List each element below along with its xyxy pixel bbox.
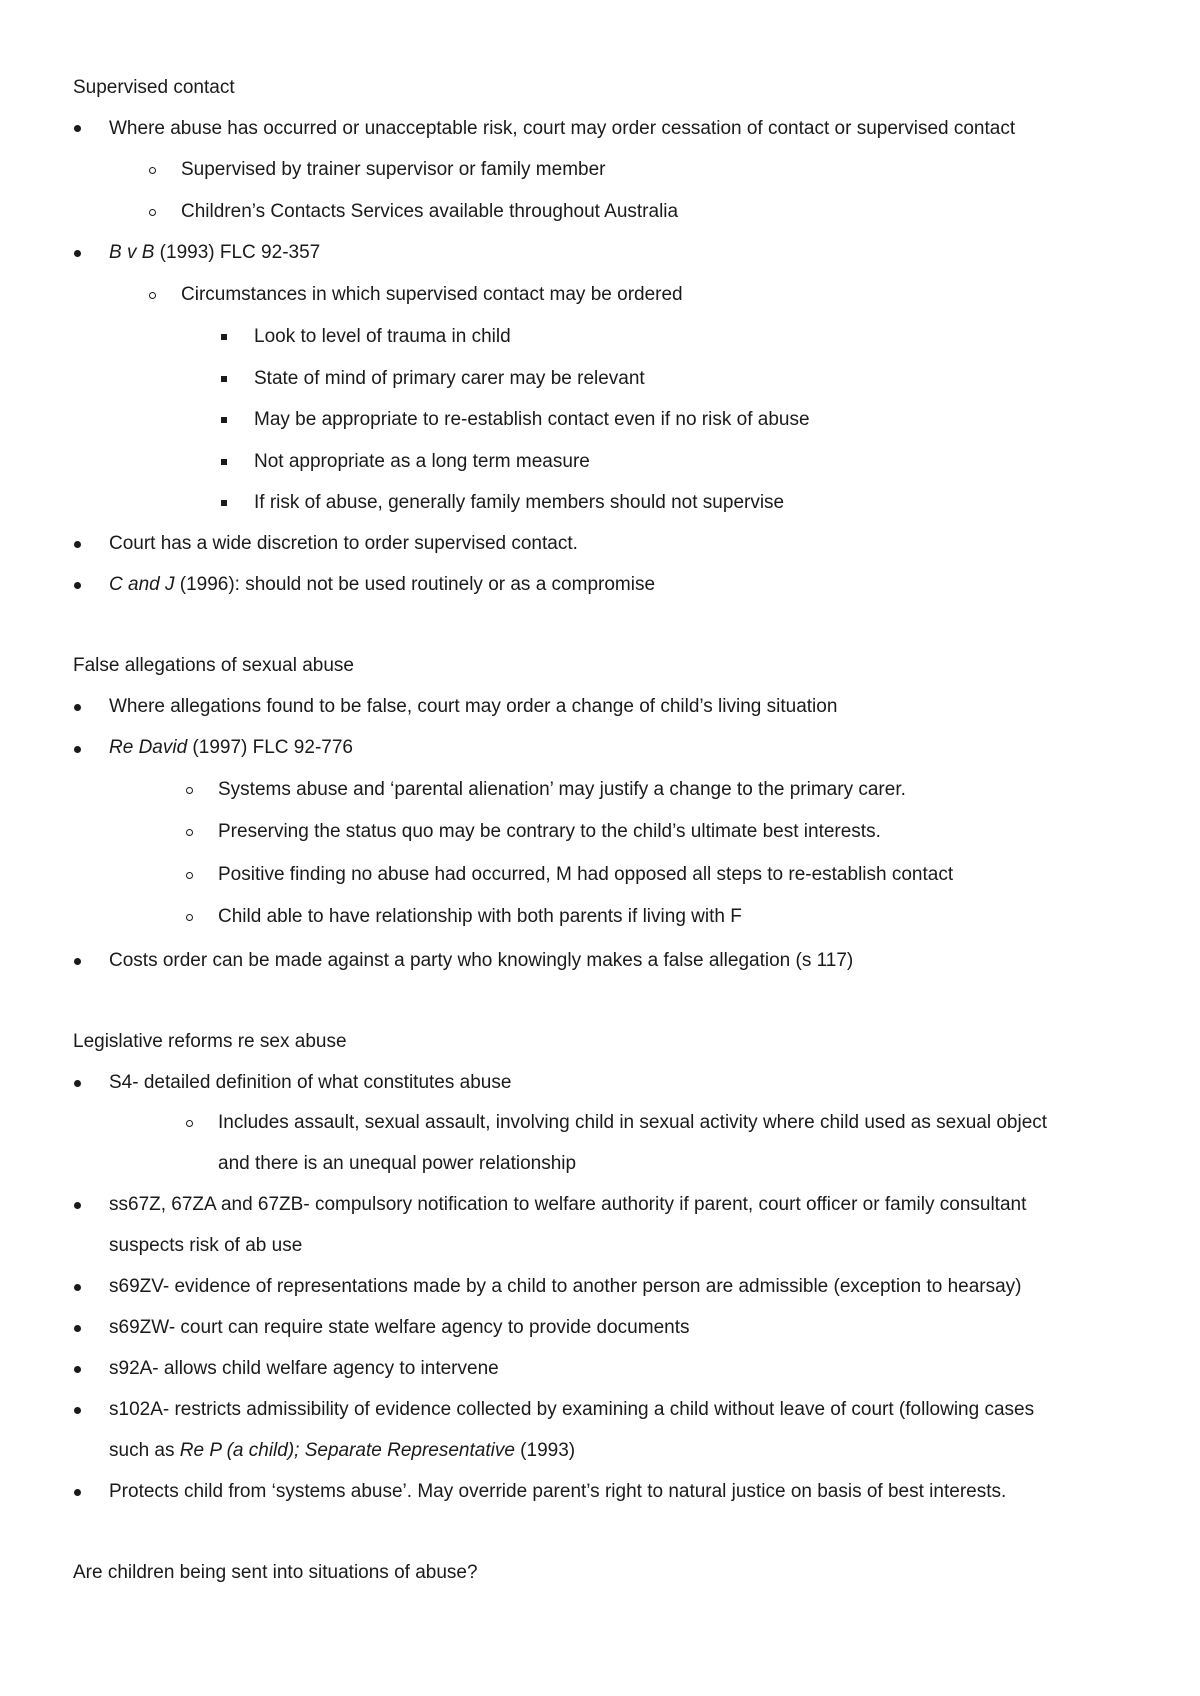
case-name: C and J bbox=[109, 574, 175, 595]
bullet-disc bbox=[74, 1202, 81, 1209]
list-item: s69ZV- evidence of representations made by a child to another person are admissible (exception to hearsay) bbox=[109, 1276, 1022, 1297]
bullet-disc bbox=[74, 958, 81, 965]
bullet-circle bbox=[186, 914, 193, 921]
list-subitem: Child able to have relationship with both parents if living with F bbox=[218, 906, 742, 927]
list-item-continued bbox=[109, 1439, 575, 1463]
list-subsubitem: Not appropriate as a long term measure bbox=[254, 451, 590, 472]
bullet-disc bbox=[74, 1366, 81, 1373]
list-subsubitem: Look to level of trauma in child bbox=[254, 326, 511, 347]
list-item: ss67Z, 67ZA and 67ZB- compulsory notification to welfare authority if parent, court officer or family consultant bbox=[109, 1194, 1027, 1215]
list-subsubitem: State of mind of primary carer may be relevant bbox=[254, 368, 645, 389]
list-item: s92A- allows child welfare agency to intervene bbox=[109, 1358, 499, 1379]
list-subsubitem: May be appropriate to re-establish contact even if no risk of abuse bbox=[254, 409, 810, 430]
bullet-square bbox=[221, 500, 227, 506]
list-item-continued: suspects risk of ab use bbox=[109, 1235, 303, 1256]
bullet-square bbox=[221, 459, 227, 465]
bullet-circle bbox=[186, 829, 193, 836]
list-item: Where abuse has occurred or unacceptable risk, court may order cessation of contact or supervised contact bbox=[109, 118, 1016, 139]
bullet-disc bbox=[74, 1489, 81, 1496]
list-subitem: Circumstances in which supervised contact may be ordered bbox=[181, 284, 683, 305]
section-heading-closing-question: Are children being sent into situations of abuse? bbox=[73, 1562, 478, 1583]
case-citation: (1996): should not be used routinely or as a compromise bbox=[174, 574, 656, 595]
list-subitem: Supervised by trainer supervisor or family member bbox=[181, 159, 606, 180]
case-name: B v B bbox=[109, 242, 155, 263]
list-item bbox=[109, 736, 353, 760]
section-heading-legislative-reforms: Legislative reforms re sex abuse bbox=[73, 1031, 347, 1052]
list-subitem: Includes assault, sexual assault, involving child in sexual activity where child used as sexual object bbox=[218, 1112, 1048, 1133]
section-heading-false-allegations: False allegations of sexual abuse bbox=[73, 655, 354, 676]
bullet-disc bbox=[74, 1325, 81, 1332]
bullet-disc bbox=[74, 1407, 81, 1414]
list-item: Protects child from ‘systems abuse’. May override parent’s right to natural justice on basis of best interests. bbox=[109, 1481, 1007, 1502]
bullet-disc bbox=[74, 1080, 81, 1087]
list-subitem: Systems abuse and ‘parental alienation’ may justify a change to the primary carer. bbox=[218, 779, 906, 800]
bullet-circle bbox=[149, 209, 156, 216]
text-prefix: such as bbox=[109, 1440, 180, 1461]
bullet-circle bbox=[186, 787, 193, 794]
list-item bbox=[109, 241, 320, 265]
case-citation: (1993) FLC 92-357 bbox=[154, 242, 321, 263]
bullet-square bbox=[221, 417, 227, 423]
bullet-disc bbox=[74, 582, 81, 589]
case-citation: (1993) bbox=[514, 1440, 576, 1461]
list-item: S4- detailed definition of what constitutes abuse bbox=[109, 1072, 512, 1093]
case-citation: (1997) FLC 92-776 bbox=[187, 737, 353, 758]
bullet-square bbox=[221, 334, 227, 340]
list-subitem: Children’s Contacts Services available throughout Australia bbox=[181, 201, 679, 222]
bullet-disc bbox=[74, 746, 81, 753]
bullet-circle bbox=[186, 1120, 193, 1127]
bullet-circle bbox=[149, 292, 156, 299]
section-heading-supervised-contact: Supervised contact bbox=[73, 77, 235, 98]
bullet-square bbox=[221, 376, 227, 382]
bullet-disc bbox=[74, 704, 81, 711]
bullet-circle bbox=[186, 872, 193, 879]
list-subitem: Positive finding no abuse had occurred, M had opposed all steps to re-establish contact bbox=[218, 864, 954, 885]
list-item: Costs order can be made against a party who knowingly makes a false allegation (s 117) bbox=[109, 950, 854, 971]
bullet-disc bbox=[74, 125, 81, 132]
list-item: Court has a wide discretion to order supervised contact. bbox=[109, 533, 578, 554]
case-name: Re David bbox=[109, 737, 188, 758]
list-item: s102A- restricts admissibility of evidence collected by examining a child without leave of court (following cases bbox=[109, 1399, 1035, 1420]
case-name: Re P (a child); Separate Representative bbox=[179, 1440, 515, 1461]
list-subitem: Preserving the status quo may be contrary to the child’s ultimate best interests. bbox=[218, 821, 881, 842]
list-item: s69ZW- court can require state welfare agency to provide documents bbox=[109, 1317, 690, 1338]
list-subsubitem: If risk of abuse, generally family members should not supervise bbox=[254, 492, 785, 513]
bullet-disc bbox=[74, 541, 81, 548]
list-subitem-continued: and there is an unequal power relationship bbox=[218, 1153, 577, 1174]
bullet-disc bbox=[74, 1284, 81, 1291]
bullet-circle bbox=[149, 167, 156, 174]
list-item bbox=[109, 573, 655, 597]
bullet-disc bbox=[74, 250, 81, 257]
list-item: Where allegations found to be false, court may order a change of child’s living situation bbox=[109, 696, 838, 717]
